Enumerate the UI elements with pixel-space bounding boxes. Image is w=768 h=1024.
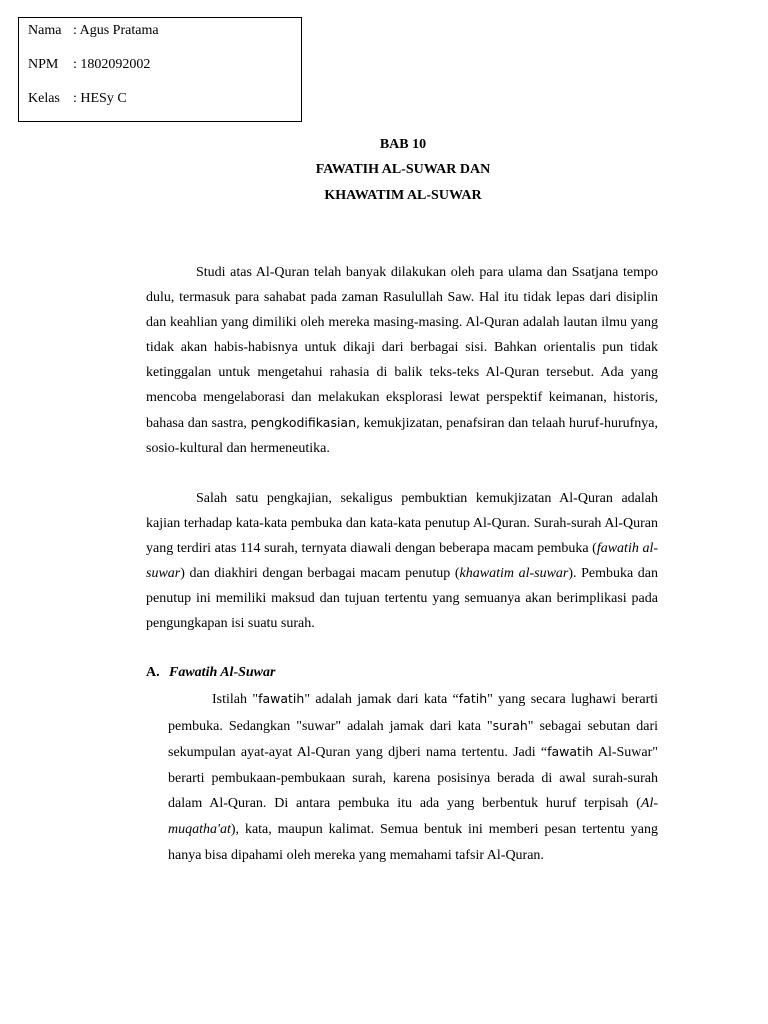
sa-s1: fawatih	[258, 691, 305, 706]
intro-p1-text: Studi atas Al-Quran telah banyak dilakukan oleh para ulama dan Ssatjana tempo dulu, termasuk para sahabat pada zaman Rasulullah Saw. Hal itu tidak lepas dari disiplin dan keahlian yang dimiliki oleh mereka masing-masing. Al-Quran adalah lautan ilmu yang tidak akan habis-habisnya untuk dikaji dari berbagai sisi. Bahkan orientalis pun tidak ketinggalan untuk mengetahui rahasia di balik teks-teks Al-Quran tersebut. Ada yang mencoba mengelaborasi dan melakukan eksplorasi lewat perspektif keimanan, historis, bahasa dan sastra,	[146, 265, 658, 431]
chapter-title-line1: FAWATIH AL-SUWAR DAN	[315, 162, 491, 177]
sa-s2: fatih	[458, 691, 488, 706]
sa-em1: Al-muqatha'at	[168, 796, 658, 837]
intro-p1-end: kemukjizatan, penafsiran dan telaah huruf-hurufnya, sosio-kultural dan hermeneutika.	[146, 416, 658, 456]
chapter-number: BAB 10	[379, 137, 427, 152]
class-label: Kelas	[28, 91, 60, 106]
intro-p1-sans: pengkodifikasian,	[250, 415, 360, 430]
section-a-title: Fawatih Al-Suwar	[169, 665, 276, 680]
name-value: : Agus Pratama	[73, 23, 159, 38]
name-row	[28, 23, 159, 39]
sa-t2: " adalah jamak dari kata “	[304, 692, 459, 707]
intro-p2-b: ) dan diakhiri dengan berbagai macam penutup (	[180, 566, 460, 581]
sa-t3: " yang secara lughawi berarti pembuka. Sedangkan "suwar" adalah jamak dari kata "	[168, 692, 659, 734]
sa-s3: surah	[492, 717, 528, 733]
intro-paragraph-1	[146, 260, 658, 461]
chapter-title-line2: KHAWATIM AL-SUWAR	[324, 188, 482, 203]
sa-t6: ), kata, maupun kalimat. Semua bentuk ini memberi pesan tertentu yang hanya bisa dipahami oleh mereka yang memahami tafsir Al-Quran.	[168, 821, 658, 863]
section-a-heading	[146, 665, 275, 681]
intro-paragraph-2	[146, 486, 658, 636]
intro-p2-c: ). Pembuka dan penutup ini memiliki maksud dan tujuan tertentu yang semuanya akan berimplikasi pada pengungkapan isi suatu surah.	[146, 566, 659, 631]
class-row	[28, 91, 127, 107]
student-identity-box	[18, 17, 302, 122]
sa-s4: fawatih	[547, 744, 594, 760]
npm-label: NPM	[28, 57, 59, 72]
sa-t1: Istilah "	[212, 692, 259, 707]
intro-p2-em1: fawatih al-suwar	[146, 541, 658, 581]
npm-row	[28, 57, 150, 73]
name-label: Nama	[28, 23, 62, 38]
sa-t5: Al-Suwar" berarti pembukaan-pembukaan surah, karena posisinya berada di awal surah-surah dalam Al-Quran. Di antara pembuka itu ada yang berbentuk huruf terpisah (	[168, 745, 658, 812]
npm-value: : 1802092002	[73, 57, 151, 72]
section-a-number: A.	[146, 665, 160, 680]
class-value: : HESy C	[73, 91, 127, 106]
section-a-paragraph	[168, 686, 658, 868]
intro-p2-a: Salah satu pengkajian, sekaligus pembuktian kemukjizatan Al-Quran adalah kajian terhadap kata-kata pembuka dan kata-kata penutup Al-Quran. Surah-surah Al-Quran yang terdiri atas 114 surah, ternyata diawali dengan beberapa macam pembuka (	[146, 491, 658, 556]
sa-t4: " sebagai sebutan dari sekumpulan ayat-ayat Al-Quran yang djberi nama tertentu. Jadi “	[168, 718, 658, 761]
intro-p2-em2: khawatim al-suwar	[459, 566, 569, 581]
